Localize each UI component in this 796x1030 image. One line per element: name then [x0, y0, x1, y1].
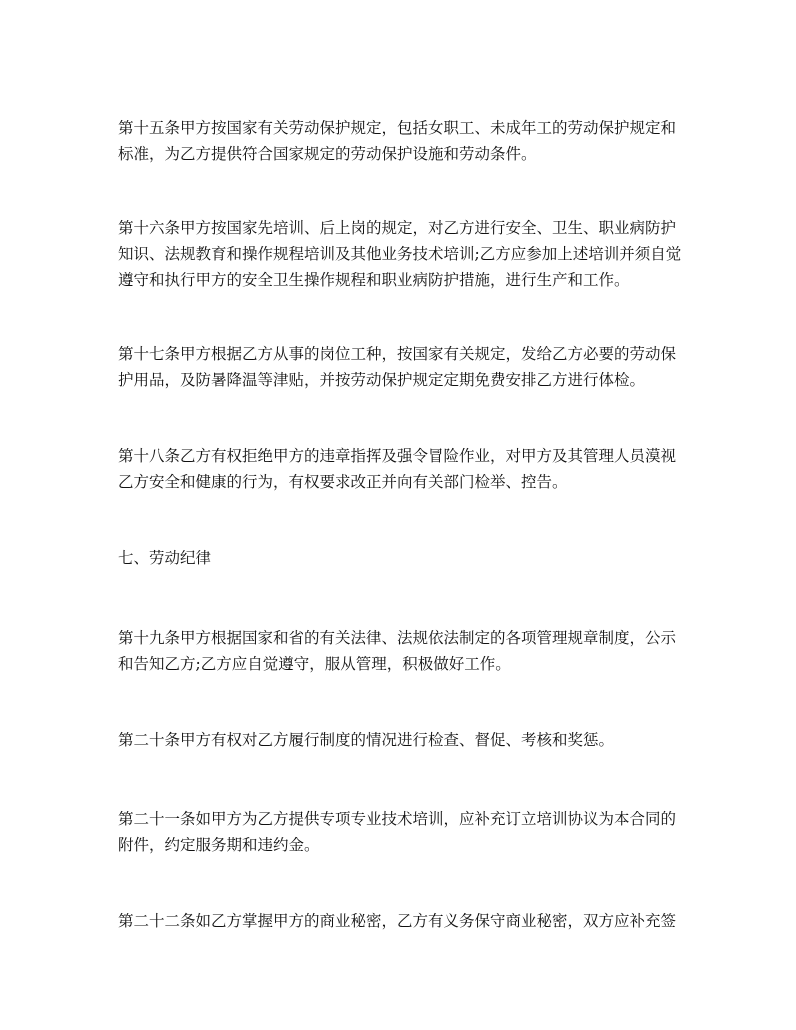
article-22-paragraph: 第二十二条如乙方掌握甲方的商业秘密，乙方有义务保守商业秘密，双方应补充签 [118, 912, 677, 930]
article-19-paragraph: 第十九条甲方根据国家和省的有关法律、法规依法制定的各项管理规章制度，公示和告知乙方;乙方应自觉遵守，服从管理，积极做好工作。 [118, 629, 677, 673]
article-16-paragraph: 第十六条甲方按国家先培训、后上岗的规定，对乙方进行安全、卫生、职业病防护知识、法规教育和操作规程培训及其他业务技术培训;乙方应参加上述培训并须自觉遵守和执行甲方的安全卫生操作规程和职业病防护措施，进行生产和工作。 [118, 219, 682, 289]
article-18-paragraph: 第十八条乙方有权拒绝甲方的违章指挥及强令冒险作业，对甲方及其管理人员漠视乙方安全和健康的行为，有权要求改正并向有关部门检举、控告。 [118, 447, 677, 491]
section-heading-labor-discipline: 七、劳动纪律 [118, 549, 212, 567]
article-17-paragraph: 第十七条甲方根据乙方从事的岗位工种，按国家有关规定，发给乙方必要的劳动保护用品，及防暑降温等津贴，并按劳动保护规定定期免费安排乙方进行体检。 [118, 345, 677, 389]
article-21-paragraph: 第二十一条如甲方为乙方提供专项专业技术培训，应补充订立培训协议为本合同的附件，约定服务期和违约金。 [118, 810, 677, 854]
article-15-paragraph: 第十五条甲方按国家有关劳动保护规定，包括女职工、未成年工的劳动保护规定和标准，为乙方提供符合国家规定的劳动保护设施和劳动条件。 [118, 119, 677, 163]
article-20-paragraph: 第二十条甲方有权对乙方履行制度的情况进行检查、督促、考核和奖惩。 [118, 731, 615, 749]
